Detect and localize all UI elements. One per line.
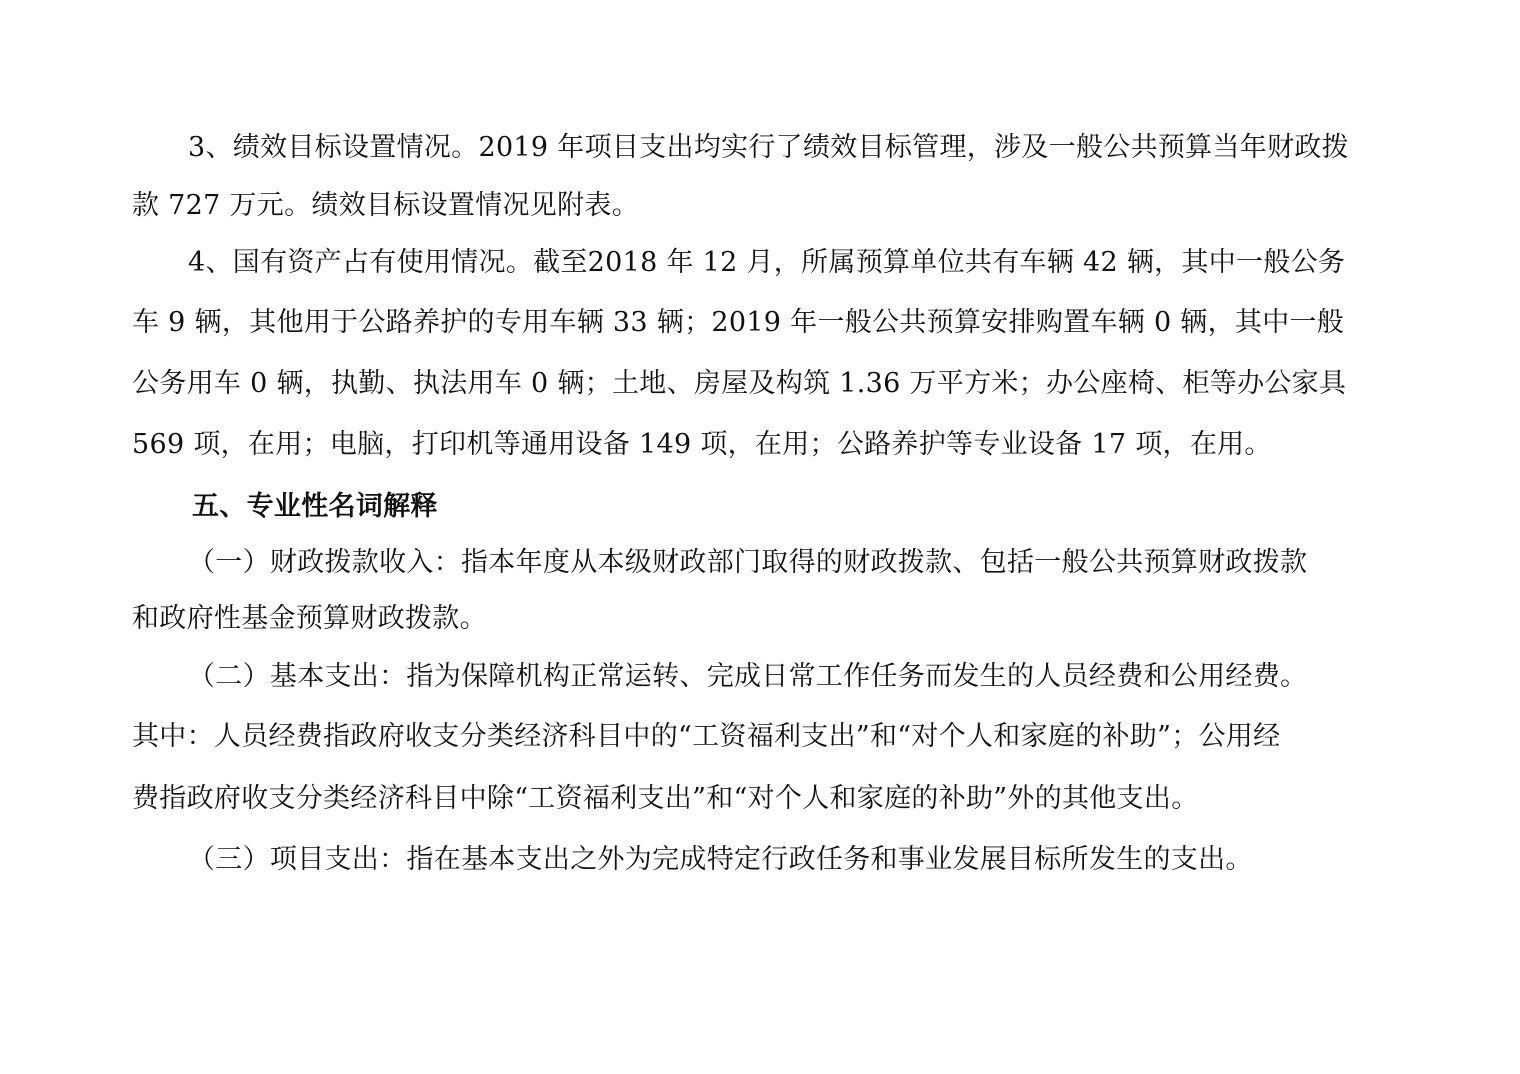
paragraph-4-line-3: 公务用车 0 辆，执勤、执法用车 0 辆；土地、房屋及构筑 1.36 万平方米；办公座椅、柜等办公家具	[132, 368, 1347, 399]
definition-1-line-1: （一）财政拨款收入：指本年度从本级财政部门取得的财政拨款、包括一般公共预算财政拨款	[188, 547, 1308, 578]
paragraph-4-line-1: 4、国有资产占有使用情况。截至2018 年 12 月，所属预算单位共有车辆 42 辆，其中一般公务	[188, 247, 1346, 278]
definition-2-line-2: 其中：人员经费指政府收支分类经济科目中的“工资福利支出”和“对个人和家庭的补助”；公用经	[132, 721, 1281, 752]
paragraph-4-line-2: 车 9 辆，其他用于公路养护的专用车辆 33 辆；2019 年一般公共预算安排购置车辆 0 辆，其中一般	[132, 307, 1345, 338]
section-heading: 五、专业性名词解释	[192, 491, 438, 522]
definition-2-line-1: （二）基本支出：指为保障机构正常运转、完成日常工作任务而发生的人员经费和公用经费。	[188, 661, 1308, 692]
definition-2-line-3: 费指政府收支分类经济科目中除“工资福利支出”和“对个人和家庭的补助”外的其他支出。	[132, 783, 1199, 814]
paragraph-4-line-4: 569 项，在用；电脑，打印机等通用设备 149 项，在用；公路养护等专业设备 17 项，在用。	[132, 429, 1272, 460]
paragraph-3-line-2: 款 727 万元。绩效目标设置情况见附表。	[132, 190, 639, 221]
definition-1-line-2: 和政府性基金预算财政拨款。	[132, 603, 487, 634]
paragraph-3-line-1: 3、绩效目标设置情况。2019 年项目支出均实行了绩效目标管理，涉及一般公共预算当年财政拨	[188, 132, 1349, 163]
definition-3-line-1: （三）项目支出：指在基本支出之外为完成特定行政任务和事业发展目标所发生的支出。	[188, 844, 1253, 875]
